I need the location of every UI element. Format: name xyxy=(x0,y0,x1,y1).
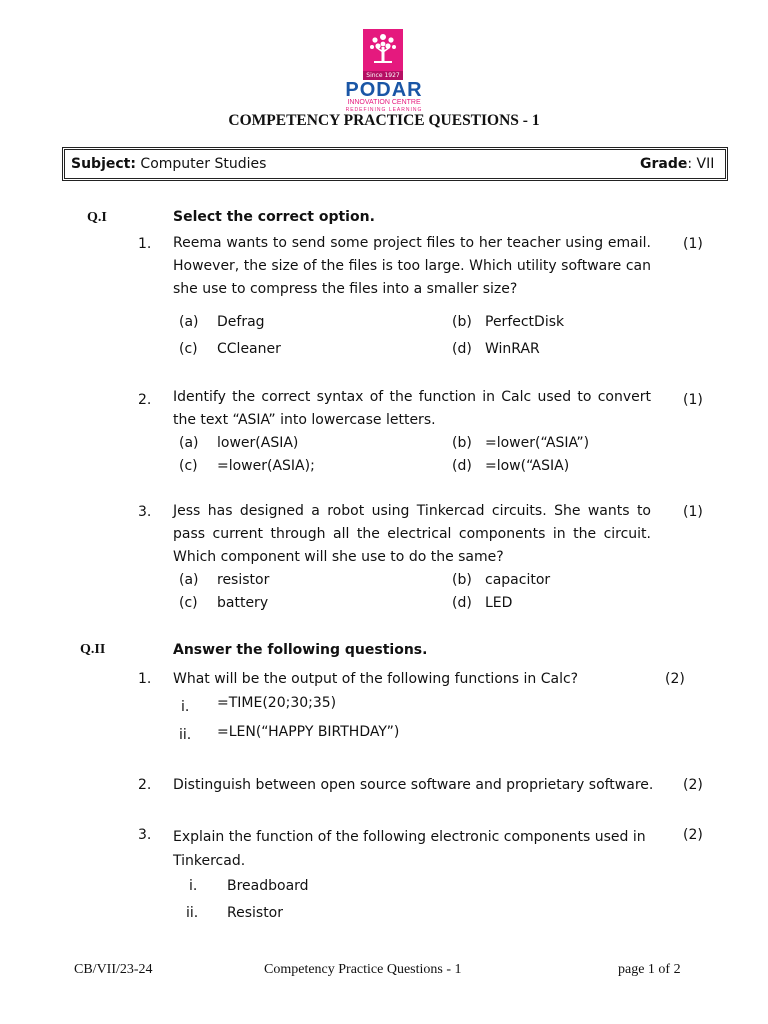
section-heading: Select the correct option. xyxy=(173,209,375,225)
subitem-text: Resistor xyxy=(227,905,283,921)
logo-since: Since 1927 xyxy=(363,71,403,80)
option-text: =lower(“ASIA”) xyxy=(485,435,590,451)
question-text: What will be the output of the following functions in Calc? xyxy=(173,671,579,687)
option-text: Defrag xyxy=(217,314,265,330)
option-text: battery xyxy=(217,595,269,611)
question-number: 3. xyxy=(138,827,152,843)
option-key: (c) xyxy=(179,341,198,357)
subitem-key: ii. xyxy=(186,905,199,921)
grade-label: Grade xyxy=(640,156,688,172)
grade-value: : VII xyxy=(687,156,715,172)
logo-subtitle: INNOVATION CENTRE xyxy=(347,99,421,106)
option-text: CCleaner xyxy=(217,341,281,357)
page-title: COMPETENCY PRACTICE QUESTIONS - 1 xyxy=(228,112,540,129)
subitem-key: ii. xyxy=(179,727,192,743)
subject-value: Computer Studies xyxy=(140,156,267,172)
subitem-key: i. xyxy=(181,699,190,715)
subject-line xyxy=(71,156,266,172)
question-marks: (1) xyxy=(683,236,703,252)
option-text: WinRAR xyxy=(485,341,540,357)
option-text: PerfectDisk xyxy=(485,314,565,330)
option-key: (c) xyxy=(179,458,198,474)
section-heading: Answer the following questions. xyxy=(173,642,428,658)
question-marks: (2) xyxy=(665,671,685,687)
question-number: 1. xyxy=(138,236,152,252)
question-text: Jess has designed a robot using Tinkercad circuits. She wants to pass current through all the electrical components in the circuit. Which component will she use to do the same? xyxy=(173,503,651,565)
logo-tagline: REDEFINING LEARNING xyxy=(345,107,423,113)
option-text: =low(“ASIA) xyxy=(485,458,570,474)
logo-brand: PODAR xyxy=(345,79,423,101)
option-text: resistor xyxy=(217,572,270,588)
option-key: (a) xyxy=(179,314,199,330)
option-key: (d) xyxy=(452,458,472,474)
question-text: Identify the correct syntax of the function in Calc used to convert the text “ASIA” into lowercase letters. xyxy=(173,389,651,428)
option-key: (b) xyxy=(452,435,472,451)
question-number: 2. xyxy=(138,392,152,408)
question-number: 2. xyxy=(138,777,152,793)
question-number: 3. xyxy=(138,504,152,520)
question-marks: (2) xyxy=(683,827,703,843)
footer-title: Competency Practice Questions - 1 xyxy=(264,962,462,977)
option-key: (c) xyxy=(179,595,198,611)
option-key: (b) xyxy=(452,572,472,588)
option-key: (a) xyxy=(179,572,199,588)
question-marks: (2) xyxy=(683,777,703,793)
option-text: LED xyxy=(485,595,513,611)
footer-page-number: page 1 of 2 xyxy=(618,962,681,977)
question-text: Distinguish between open source software and proprietary software. xyxy=(173,777,654,793)
subitem-text: Breadboard xyxy=(227,878,309,894)
question-marks: (1) xyxy=(683,504,703,520)
question-text: Reema wants to send some project files to her teacher using email. However, the size of the files is too large. Which utility software can she use to compress the files into a smaller size? xyxy=(173,235,651,297)
tree-icon xyxy=(363,29,403,71)
subitem-text: =TIME(20;30;35) xyxy=(217,695,337,711)
option-text: =lower(ASIA); xyxy=(217,458,315,474)
subitem-key: i. xyxy=(189,878,198,894)
option-key: (d) xyxy=(452,341,472,357)
school-logo xyxy=(336,29,432,113)
option-text: capacitor xyxy=(485,572,551,588)
option-key: (a) xyxy=(179,435,199,451)
section-number: Q.I xyxy=(87,210,107,225)
grade-line xyxy=(640,156,714,172)
section-number: Q.II xyxy=(80,642,106,657)
option-text: lower(ASIA) xyxy=(217,435,299,451)
option-key: (d) xyxy=(452,595,472,611)
question-number: 1. xyxy=(138,671,152,687)
subitem-text: =LEN(“HAPPY BIRTHDAY”) xyxy=(217,724,400,740)
question-text: Explain the function of the following electronic components used in Tinkercad. xyxy=(173,829,646,869)
subject-label: Subject: xyxy=(71,156,136,172)
question-marks: (1) xyxy=(683,392,703,408)
footer-code: CB/VII/23-24 xyxy=(74,962,153,977)
option-key: (b) xyxy=(452,314,472,330)
